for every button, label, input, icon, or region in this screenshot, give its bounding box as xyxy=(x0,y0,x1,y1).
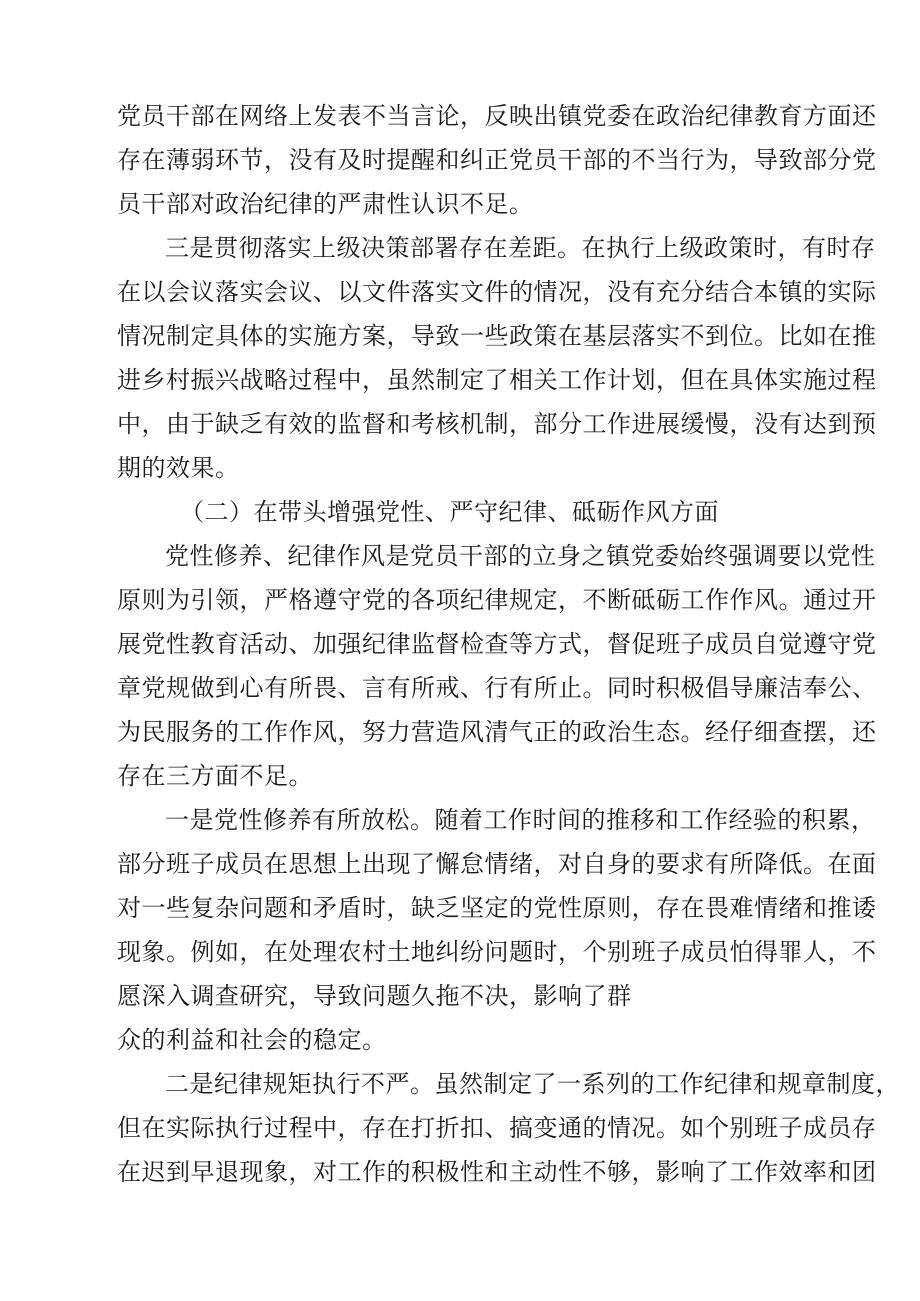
text-line: 愿深入调查研究，导致问题久拖不决，影响了群 xyxy=(117,982,632,1010)
text-line: 部分班子成员在思想上出现了懈怠情绪，对自身的要求有所降低。在面 xyxy=(117,850,877,878)
text-line: 期的效果。 xyxy=(117,454,240,482)
text-line: 原则为引领，严格遵守党的各项纪律规定，不断砥砺工作作风。通过开 xyxy=(117,586,877,614)
text-line: 员干部对政治纪律的严肃性认识不足。 xyxy=(117,190,534,218)
text-line: 进乡村振兴战略过程中，虽然制定了相关工作计划，但在具体实施过程 xyxy=(117,366,877,394)
text-line: 对一些复杂问题和矛盾时，缺乏坚定的党性原则，存在畏难情绪和推诿 xyxy=(117,894,877,922)
text-line: 众的利益和社会的稳定。 xyxy=(117,1026,387,1054)
text-line: 存在三方面不足。 xyxy=(117,762,313,790)
paragraph-first-line: 党性修养、纪律作风是党员干部的立身之镇党委始终强调要以党性 xyxy=(165,542,876,570)
text-line: 中，由于缺乏有效的监督和考核机制，部分工作进展缓慢，没有达到预 xyxy=(117,410,877,438)
text-line: 现象。例如，在处理农村土地纠纷问题时，个别班子成员怕得罪人，不 xyxy=(117,938,877,966)
text-line: 情况制定具体的实施方案，导致一些政策在基层落实不到位。比如在推 xyxy=(117,322,877,350)
text-line: 在迟到早退现象，对工作的积极性和主动性不够，影响了工作效率和团 xyxy=(117,1158,877,1186)
section-heading: （二）在带头增强党性、严守纪律、砥砺作风方面 xyxy=(180,498,719,526)
paragraph-first-line: 一是党性修养有所放松。随着工作时间的推移和工作经验的积累， xyxy=(165,806,876,834)
text-line: 展党性教育活动、加强纪律监督检查等方式，督促班子成员自觉遵守党 xyxy=(117,630,877,658)
text-line: 为民服务的工作作风，努力营造风清气正的政治生态。经仔细查摆，还 xyxy=(117,718,877,746)
paragraph-first-line: 三是贯彻落实上级决策部署存在差距。在执行上级政策时，有时存 xyxy=(165,234,876,262)
text-line: 党员干部在网络上发表不当言论，反映出镇党委在政治纪律教育方面还 xyxy=(117,102,877,130)
text-line: 在以会议落实会议、以文件落实文件的情况，没有充分结合本镇的实际 xyxy=(117,278,877,306)
text-line: 章党规做到心有所畏、言有所戒、行有所止。同时积极倡导廉洁奉公、 xyxy=(117,674,877,702)
text-line: 存在薄弱环节，没有及时提醒和纠正党员干部的不当行为，导致部分党 xyxy=(117,146,877,174)
paragraph-first-line: 二是纪律规矩执行不严。虽然制定了一系列的工作纪律和规章制度， xyxy=(165,1070,900,1098)
text-line: 但在实际执行过程中，存在打折扣、搞变通的情况。如个别班子成员存 xyxy=(117,1114,877,1142)
